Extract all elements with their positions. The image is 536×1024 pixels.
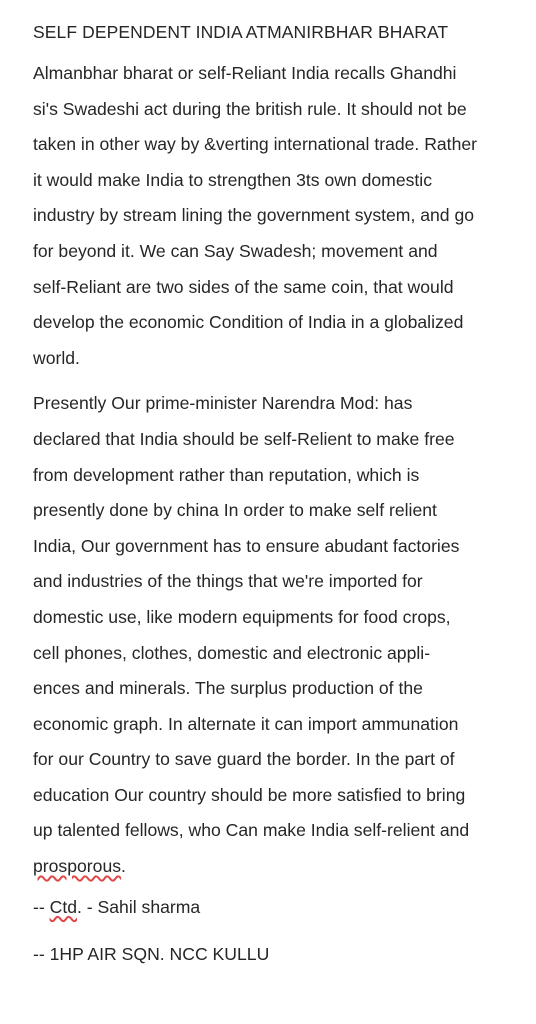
paragraph-2-line: economic graph. In alternate it can import ammunation [33, 713, 459, 734]
paragraph-1-line: it would make India to strengthen 3ts own domestic [33, 169, 433, 190]
paragraph-1-line: for beyond it. We can Say Swadesh; movement and [33, 240, 438, 261]
paragraph-1-line: world. [33, 347, 80, 368]
misspelled-word[interactable]: prosporous [33, 856, 122, 877]
paragraph-2-line: domestic use, like modern equipments for food crops, [33, 606, 451, 627]
paragraph-2-line: cell phones, clothes, domestic and electronic appli- [33, 642, 431, 663]
paragraph-2-line: presently done by china In order to make self relient [33, 500, 437, 521]
paragraph-2-line: up talented fellows, who Can make India self-relient and [33, 820, 470, 841]
paragraph-1-line: develop the economic Condition of India in a globalized [33, 312, 464, 333]
document-title: SELF DEPENDENT INDIA ATMANIRBHAR BHARAT [33, 22, 449, 42]
paragraph-2-line: from development rather than reputation, which is [33, 464, 420, 485]
author-name: . - Sahil sharma [77, 896, 201, 917]
paragraph-1-line: industry by stream lining the government system, and go [33, 205, 475, 226]
paragraph-1-line: self-Reliant are two sides of the same coin, that would [33, 276, 454, 297]
paragraph-2-line: India, Our government has to ensure abudant factories [33, 535, 460, 556]
paragraph-2-last-line [33, 849, 516, 885]
signature-unit: -- 1HP AIR SQN. NCC KULLU [33, 943, 270, 964]
paragraph-2-line: for our Country to save guard the border. In the part of [33, 749, 455, 770]
paragraph-2-line: and industries of the things that we're imported for [33, 571, 423, 592]
paragraph-2-line: Presently Our prime-minister Narendra Mod: has [33, 393, 413, 414]
misspelled-ctd[interactable]: Ctd [49, 896, 77, 917]
signature-author [33, 895, 516, 919]
paragraph-1 [33, 56, 516, 376]
paragraph-2 [33, 386, 516, 884]
dash-prefix: -- [33, 896, 50, 917]
paragraph-2-line: declared that India should be self-Relient to make free [33, 428, 455, 449]
paragraph-1-line: Almanbhar bharat or self-Reliant India recalls Ghandhi [33, 63, 457, 83]
paragraph-1-line: si's Swadeshi act during the british rule. It should not be [33, 98, 467, 119]
paragraph-1-line: taken in other way by &verting international trade. Rather [33, 134, 478, 155]
paragraph-2-line: ences and minerals. The surplus production of the [33, 678, 423, 699]
paragraph-2-line: education Our country should be more satisfied to bring [33, 784, 466, 805]
end-punctuation: . [121, 856, 126, 877]
